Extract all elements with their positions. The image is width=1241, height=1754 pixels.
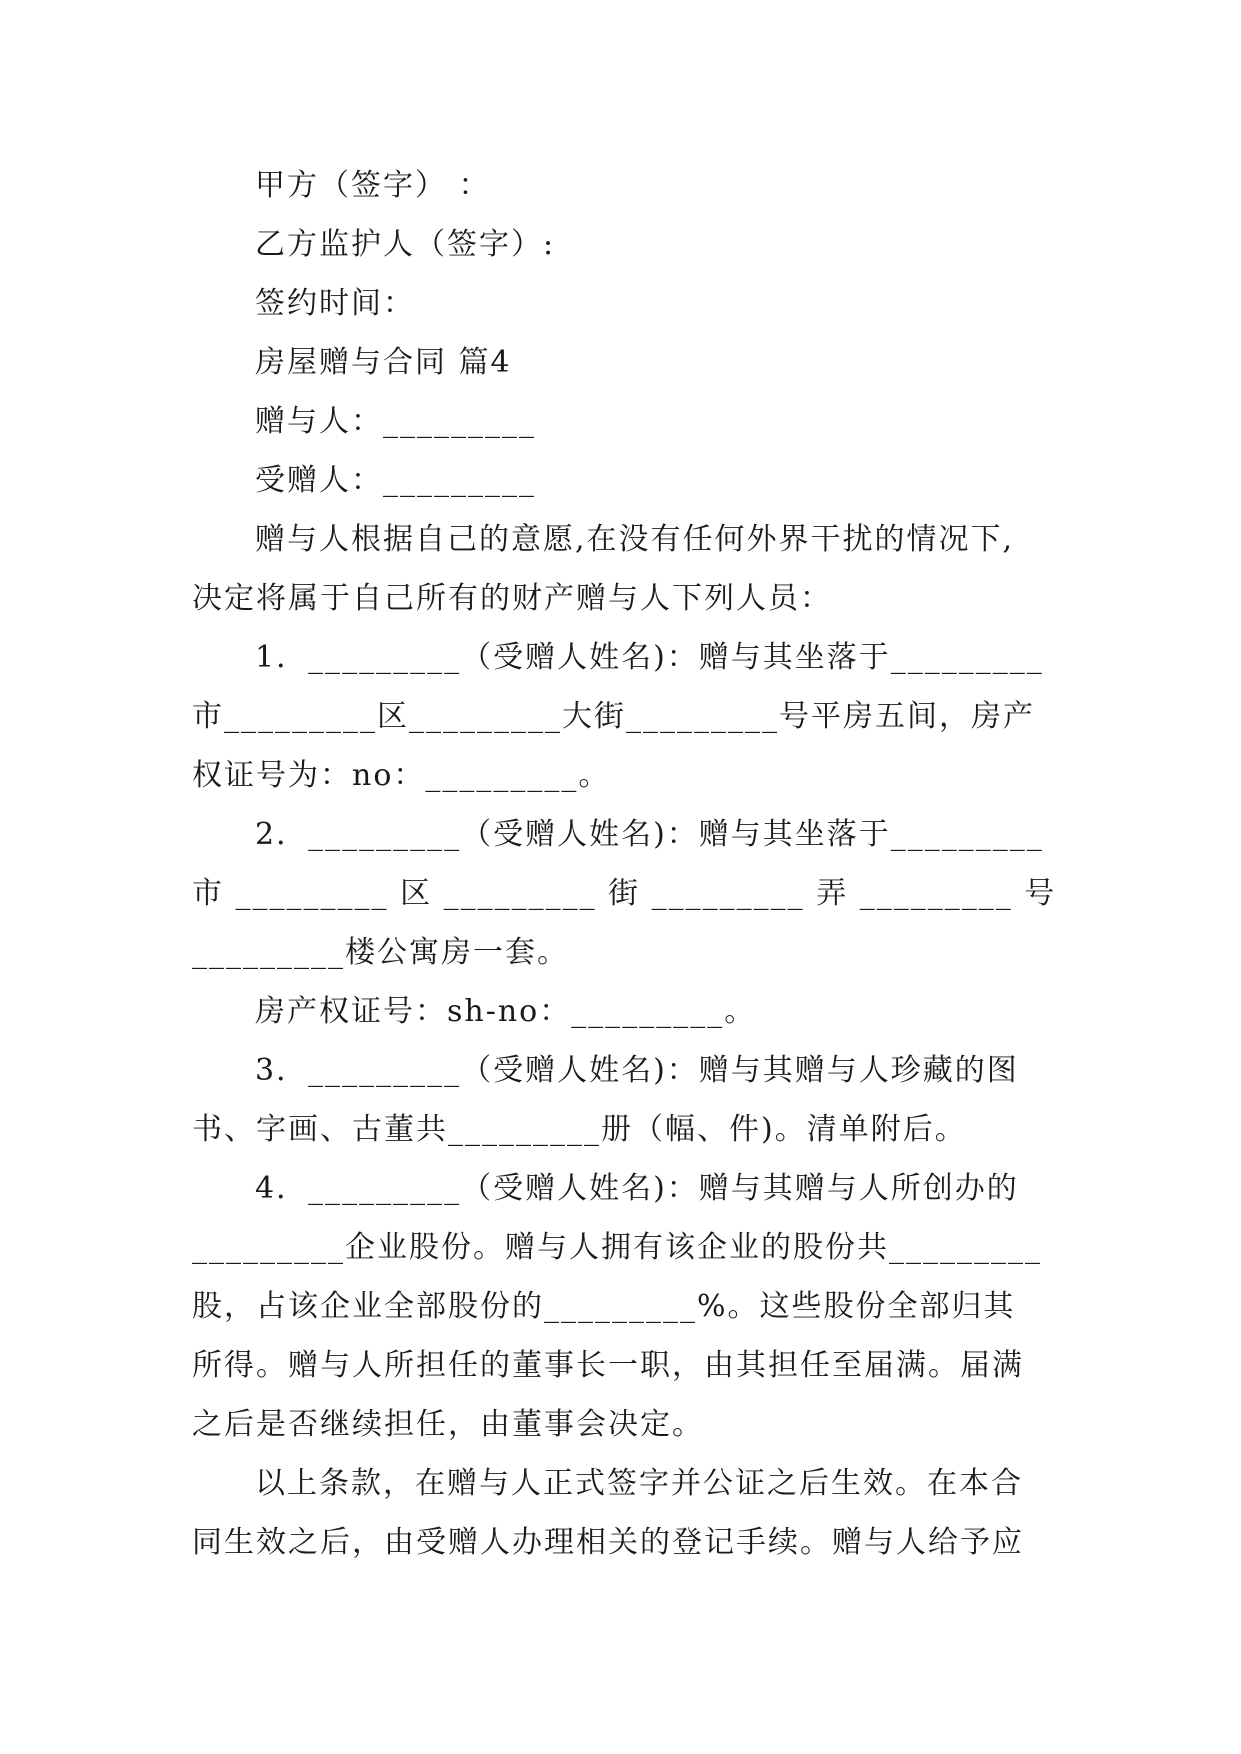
signing-date-line: 签约时间： [255, 286, 415, 321]
clause-1-line: 权证号为：no：_________。 [192, 758, 611, 793]
party-b-guardian-signature-line: 乙方监护人（签字）: [255, 227, 556, 262]
intro-paragraph-line: 决定将属于自己所有的财产赠与人下列人员： [192, 581, 832, 616]
effect-paragraph-line: 以上条款，在赠与人正式签字并公证之后生效。在本合 [255, 1466, 1023, 1501]
document-body [192, 156, 1058, 1572]
effect-paragraph-line: 同生效之后，由受赠人办理相关的登记手续。赠与人给予应 [192, 1525, 1024, 1560]
clause-3-line: 书、字画、古董共_________册（幅、件)。清单附后。 [192, 1112, 967, 1147]
donor-line: 赠与人：_________ [255, 404, 536, 439]
clause-2-line: _________楼公寓房一套。 [192, 935, 569, 970]
clause-1-line: 1．_________（受赠人姓名)：赠与其坐落于_________ [255, 640, 1044, 675]
clause-4-line: 所得。赠与人所担任的董事长一职，由其担任至届满。届满 [192, 1348, 1024, 1383]
clause-2-line: 2．_________（受赠人姓名)：赠与其坐落于_________ [255, 817, 1044, 852]
donee-line: 受赠人：_________ [255, 463, 536, 498]
clause-4-line: 4．_________（受赠人姓名)：赠与其赠与人所创办的 [255, 1171, 1019, 1206]
property-certificate-line: 房产权证号：sh-no：_________。 [255, 994, 757, 1029]
party-a-signature-line: 甲方（签字） ： [255, 168, 491, 203]
intro-paragraph-line: 赠与人根据自己的意愿,在没有任何外界干扰的情况下, [255, 522, 1015, 557]
clause-4-line: 股，占该企业全部股份的_________%。这些股份全部归其 [192, 1289, 1016, 1324]
clause-4-line: _________企业股份。赠与人拥有该企业的股份共_________ [192, 1230, 1042, 1265]
clause-3-line: 3．_________（受赠人姓名)：赠与其赠与人珍藏的图 [255, 1053, 1019, 1088]
contract-title: 房屋赠与合同 篇4 [255, 345, 512, 380]
clause-4-line: 之后是否继续担任，由董事会决定。 [192, 1407, 704, 1442]
clause-2-line: 市 _________ 区 _________ 街 _________ 弄 _________ 号 [192, 876, 1057, 911]
clause-1-line: 市_________区_________大街_________号平房五间，房产 [192, 699, 1035, 734]
